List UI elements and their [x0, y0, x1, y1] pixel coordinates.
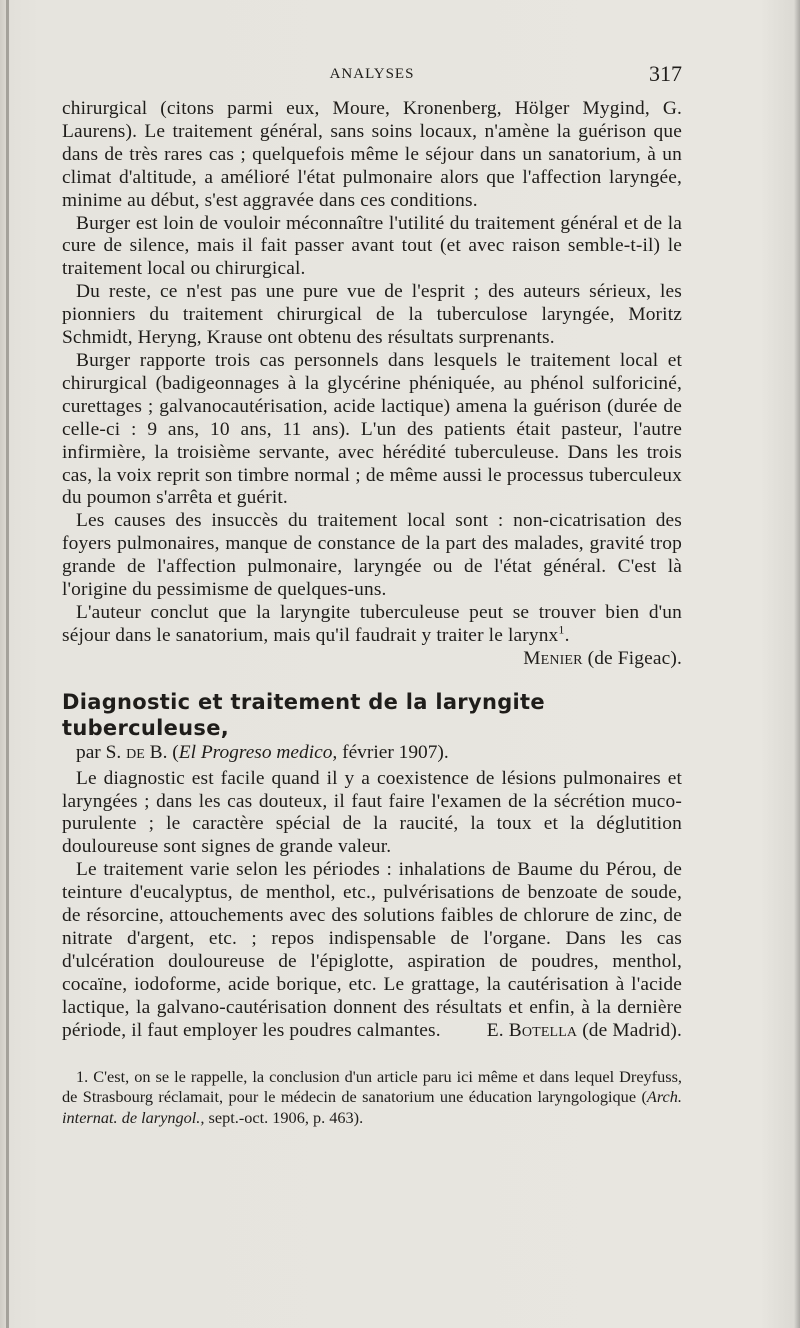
paragraph: Du reste, ce n'est pas une pure vue de l'esprit ; des auteurs sérieux, les pionniers du traitement chirurgical de la tuberculose laryngée, Moritz Schmidt, Heryng, Krause ont obtenu des résultats surprenants. [62, 281, 682, 349]
article-byline: par S. de B. (El Progreso medico, février 1907). [76, 741, 449, 763]
page-body [62, 98, 682, 1144]
byline-journal: El Progreso medico, [178, 741, 338, 763]
signature-name: Botella [508, 1019, 578, 1041]
signature [473, 1020, 682, 1043]
footnote-ref: 1 [558, 622, 565, 637]
footnote [62, 1067, 682, 1129]
paragraph: Burger rapporte trois cas personnels dans lesquels le traitement local et chirurgical (badigeonnages à la glycérine phéniquée, au phénol sulforiciné, curettages ; galvanocautérisation, acide lactique) amena la guérison (durée de celle-ci : 9 ans, 10 ans, 11 ans). L'un des patients était pasteur, l'autre infirmière, la troisième servante, avec hérédité tuberculeuse. Dans les trois cas, la voix reprit son timbre normal ; de même aussi le processus tuberculeux du poumon s'arrêta et guérit. [62, 349, 682, 509]
running-head [62, 61, 682, 88]
byline-date: février 1907). [342, 741, 449, 763]
byline-author: B. [149, 741, 168, 763]
footnote-text-end: sept.-oct. 1906, p. 463). [208, 1107, 364, 1127]
binding-shadow [6, 0, 9, 1328]
running-title: ANALYSES [329, 66, 415, 82]
paragraph: Les causes des insuccès du traitement local sont : non-cicatrisation des foyers pulmonaires, manque de constance de la part des malades, gravité trop grande de l'affection pulmonaire, laryngée ou de l'état général. C'est là l'origine du pessimisme de quelques-uns. [62, 510, 682, 601]
footnote-journal: Arch. internat. de laryngol., [62, 1087, 682, 1127]
signature [509, 648, 682, 671]
paragraph: Le diagnostic est facile quand il y a coexistence de lésions pulmonaires et laryngées ; dans les cas douteux, il faut faire l'examen de la sécrétion muco-purulente ; le caractère spécial de la raucité, la toux et la déglutition douloureuse sont signes de grande valeur. [62, 767, 682, 858]
page-number: 317 [649, 61, 682, 86]
signature-initial: E. [486, 1019, 504, 1041]
article-title: Diagnostic et traitement de la laryngite tuberculeuse, [62, 689, 545, 740]
signature-place: (de Madrid). [582, 1019, 682, 1041]
byline-prefix: par S. [76, 741, 122, 763]
footnote-text: C'est, on se le rappelle, la conclusion d'un article paru ici même et dans lequel Dreyfuss, de Strasbourg réclamait, pour le médecin de sanatorium une éducation laryngologique ( [62, 1066, 682, 1107]
paragraph: chirurgical (citons parmi eux, Moure, Kronenberg, Hölger Mygind, G. Laurens). Le traitement général, sans soins locaux, n'amène la guérison que dans de très rares cas ; quelquefois même le séjour dans un sanatorium, à un climat d'altitude, a amélioré l'état pulmonaire alors que l'affection laryngée, minime au début, s'est aggravée dans ces conditions. [62, 98, 682, 211]
paragraph-text: L'auteur conclut que la laryngite tuberculeuse peut se trouver bien d'un séjour dans le sanatorium, mais qu'il faudrait y traiter le larynx [62, 601, 682, 646]
footnote-number: 1. [76, 1066, 89, 1086]
paragraph-with-signature [62, 859, 682, 1042]
paragraph-with-signature: L'auteur conclut que la laryngite tuberculeuse peut se trouver bien d'un séjour dans le sanatorium, mais qu'il faudrait y traiter le larynx$^1$. Menier (de Figeac). [62, 601, 682, 669]
signature-name: Menier [523, 647, 583, 669]
byline-de: de [126, 741, 145, 763]
paragraph-text: Le traitement varie selon les périodes : inhalations de Baume du Pérou, de teinture d'eucalyptus, de menthol, etc., pulvérisations de benzoate de soude, de résorcine, attouchements avec des solutions faibles de chlorure de zinc, de nitrate d'argent, etc. ; repos indispensable de l'organe. Dans les cas d'ulcération douloureuse de l'épiglotte, aspiration de poudres, menthol, cocaïne, iodoforme, acide borique, etc. Le grattage, la cautérisation à l'acide lactique, la galvano-cautérisation donnent des résultats et enfin, à la dernière période, il faut employer les poudres calmantes. [62, 859, 682, 1041]
signature-place: (de Figeac). [587, 647, 682, 669]
paragraph: Burger est loin de vouloir méconnaître l'utilité du traitement général et de la cure de silence, mais il fait passer avant tout (et avec raison semble-t-il) le traitement local ou chirurgical. [62, 212, 682, 280]
page-edge-shadow [794, 0, 800, 1328]
